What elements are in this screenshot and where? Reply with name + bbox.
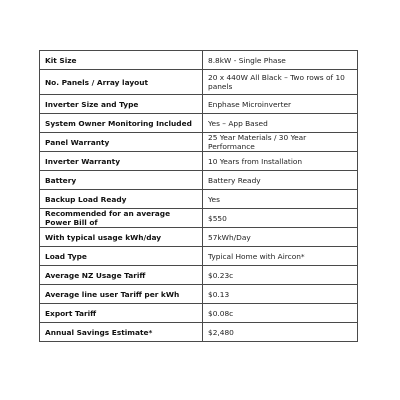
row-label: No. Panels / Array layout — [40, 70, 203, 95]
row-label: Kit Size — [40, 51, 203, 70]
table-row — [40, 209, 358, 228]
row-value: 57kWh/Day — [203, 228, 358, 247]
row-label: Average NZ Usage Tariff — [40, 266, 203, 285]
table-row — [40, 323, 358, 342]
row-label: Panel Warranty — [40, 133, 203, 152]
table-row — [40, 304, 358, 323]
row-label: Battery — [40, 171, 203, 190]
solar-kit-spec-table — [39, 50, 358, 342]
row-label: Inverter Warranty — [40, 152, 203, 171]
row-value: 10 Years from Installation — [203, 152, 358, 171]
table-row — [40, 70, 358, 95]
table-row — [40, 114, 358, 133]
row-value: $0.23c — [203, 266, 358, 285]
row-label: Average line user Tariff per kWh — [40, 285, 203, 304]
row-value: $550 — [203, 209, 358, 228]
row-value: $2,480 — [203, 323, 358, 342]
table-row — [40, 171, 358, 190]
row-label: Annual Savings Estimate* — [40, 323, 203, 342]
table-row — [40, 247, 358, 266]
row-value: 25 Year Materials / 30 Year Performance — [203, 133, 358, 152]
row-value: Enphase Microinverter — [203, 95, 358, 114]
row-value: 20 x 440W All Black – Two rows of 10 panels — [203, 70, 358, 95]
row-value: $0.13 — [203, 285, 358, 304]
table-row — [40, 228, 358, 247]
row-label: Load Type — [40, 247, 203, 266]
table-row — [40, 190, 358, 209]
row-label: Export Tariff — [40, 304, 203, 323]
row-value: Yes — [203, 190, 358, 209]
table-row — [40, 266, 358, 285]
row-label: Inverter Size and Type — [40, 95, 203, 114]
table-row — [40, 133, 358, 152]
table-row — [40, 95, 358, 114]
row-label: Backup Load Ready — [40, 190, 203, 209]
row-value: $0.08c — [203, 304, 358, 323]
table-row — [40, 285, 358, 304]
row-label: System Owner Monitoring Included — [40, 114, 203, 133]
row-label: Recommended for an average Power Bill of — [40, 209, 203, 228]
row-value: 8.8kW - Single Phase — [203, 51, 358, 70]
table-row — [40, 51, 358, 70]
row-value: Typical Home with Aircon* — [203, 247, 358, 266]
table-row — [40, 152, 358, 171]
row-value: Yes – App Based — [203, 114, 358, 133]
row-label: With typical usage kWh/day — [40, 228, 203, 247]
row-value: Battery Ready — [203, 171, 358, 190]
